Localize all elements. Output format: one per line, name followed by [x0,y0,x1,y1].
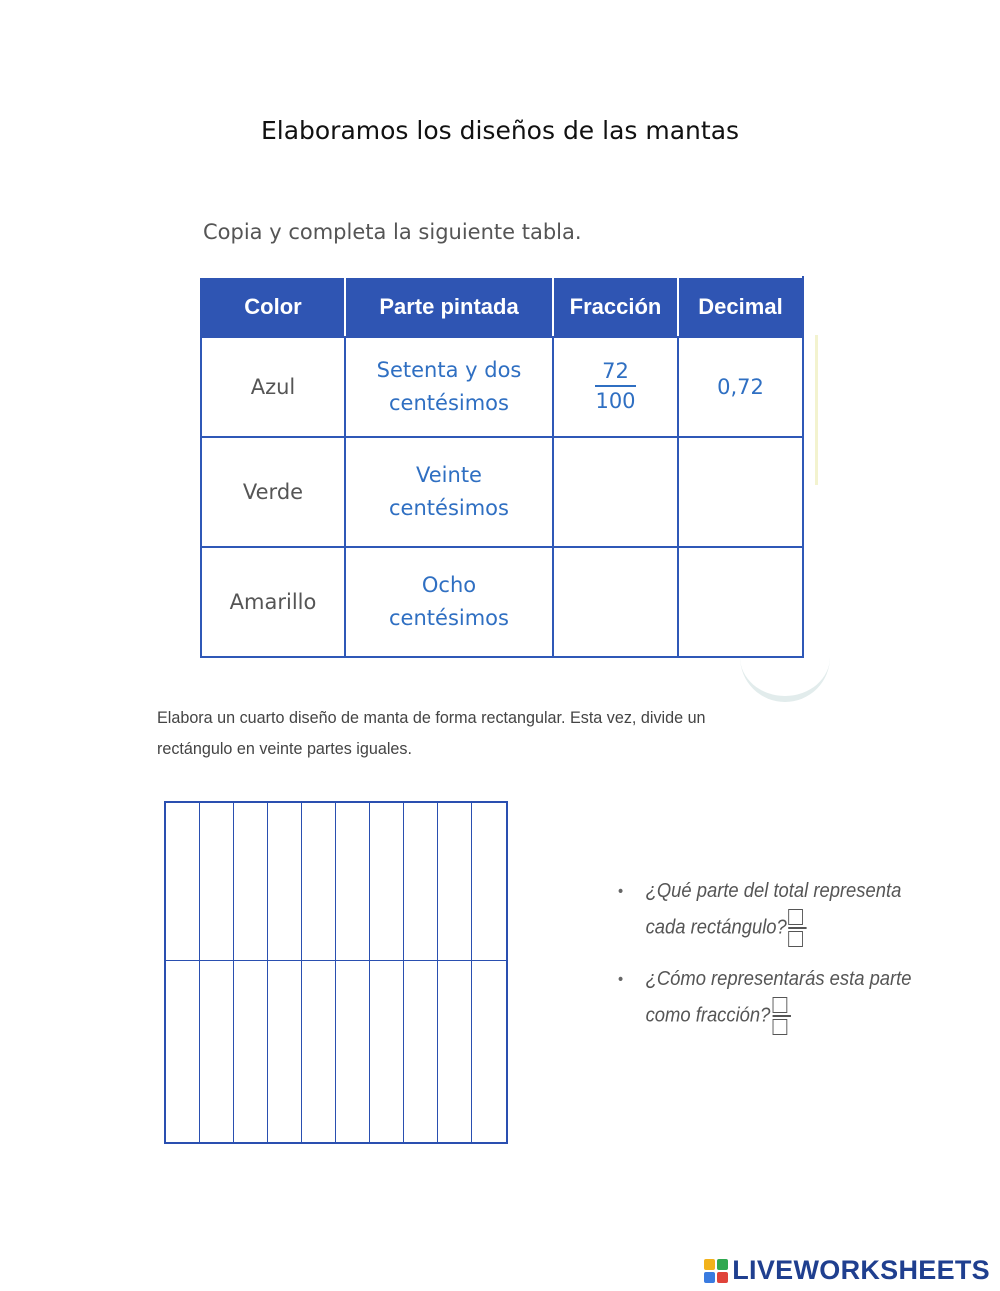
grid-cell[interactable] [302,803,336,961]
bullet: • [618,971,624,988]
cell-part-line2: centésimos [389,606,509,630]
denominator-box[interactable] [789,931,804,947]
grid-cell[interactable] [268,961,302,1142]
page-title: Elaboramos los diseños de las mantas [260,116,740,145]
numerator-box[interactable] [772,997,787,1013]
fraction-denominator: 100 [595,388,636,413]
grid-cell[interactable] [302,961,336,1142]
decorative-line [815,335,818,485]
grid-cell[interactable] [370,961,404,1142]
cell-part-line1: Setenta y dos [376,358,522,382]
cell-color: Amarillo [201,547,345,657]
grid-cell[interactable] [438,803,472,961]
question-2 [618,962,922,1035]
grid-cell[interactable] [472,961,506,1142]
table-header-row [201,277,803,337]
question-2-line2: como fracción? [645,1004,771,1027]
grid-cell[interactable] [166,803,200,961]
table-instruction: Copia y completa la siguiente tabla. [203,220,582,244]
question-1-line1: ¿Qué parte del total representa [645,880,902,902]
cell-decimal-answer[interactable] [678,437,803,547]
grid-cell[interactable] [370,803,404,961]
grid-cell[interactable] [268,803,302,961]
fraction-answer-box[interactable] [789,909,807,947]
cell-decimal: 0,72 [678,337,803,437]
column-header-fraction: Fracción [553,277,678,337]
decorative-arc [740,640,830,702]
grid-cell[interactable] [234,961,268,1142]
grid-cell[interactable] [166,961,200,1142]
grid-cell[interactable] [234,803,268,961]
task-line1: Elabora un cuarto diseño de manta de forma rectangular. Esta vez, divide un [157,708,706,727]
column-header-decimal: Decimal [678,277,803,337]
table-row [201,437,803,547]
cell-part [345,337,553,437]
grid-cell[interactable] [336,803,370,961]
cell-color: Azul [201,337,345,437]
grid-cell[interactable] [472,803,506,961]
cell-part-line1: Veinte [416,463,482,487]
cell-color: Verde [201,437,345,547]
cell-fraction-answer[interactable] [553,547,678,657]
cell-part-line2: centésimos [389,391,509,415]
task-line2: rectángulo en veinte partes iguales. [157,739,412,758]
grid-cell[interactable] [200,803,234,961]
numerator-box[interactable] [789,909,804,925]
question-1 [618,874,922,947]
cell-fraction [553,337,678,437]
fraction-answer-box[interactable] [772,997,790,1035]
liveworksheets-logo [704,1255,990,1286]
logo-icon [704,1259,728,1283]
task-instruction [157,702,727,764]
cell-part-line1: Ocho [421,573,477,597]
bullet: • [618,883,624,900]
grid-cell[interactable] [404,961,438,1142]
column-header-part: Parte pintada [345,277,553,337]
grid-cell[interactable] [438,961,472,1142]
logo-text: LIVEWORKSHEETS [732,1255,990,1285]
question-2-line1: ¿Cómo representarás esta parte [645,968,912,990]
denominator-box[interactable] [772,1019,787,1035]
grid-cell[interactable] [200,961,234,1142]
fraction-numerator: 72 [595,357,635,387]
fraction [595,357,635,415]
fraction-table [200,276,804,658]
cell-part-line2: centésimos [389,496,509,520]
grid-cell[interactable] [336,961,370,1142]
cell-fraction-answer[interactable] [553,437,678,547]
cell-part [345,547,553,657]
question-1-line2: cada rectángulo? [645,916,787,939]
rectangle-grid [164,801,508,1144]
grid-cell[interactable] [404,803,438,961]
table-row [201,547,803,657]
column-header-color: Color [201,277,345,337]
table-row [201,337,803,437]
cell-part [345,437,553,547]
